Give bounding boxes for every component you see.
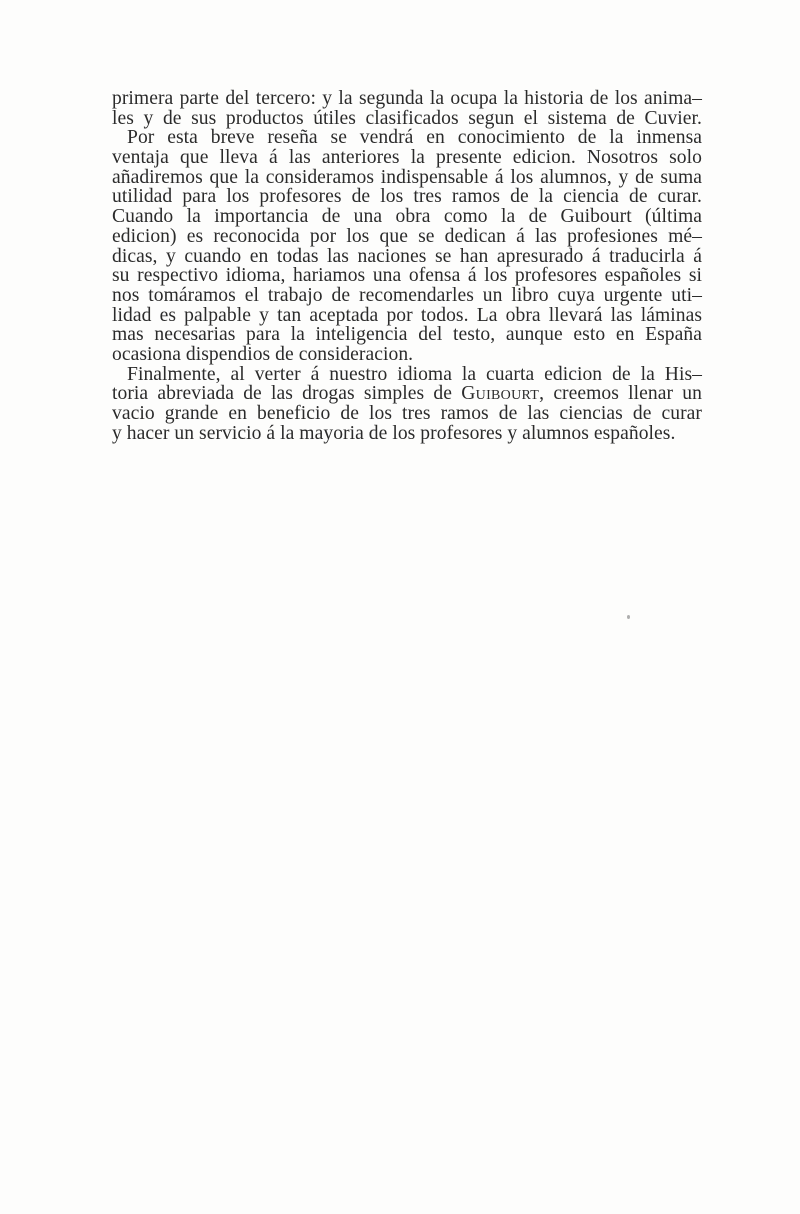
text-line: mas necesarias para la inteligencia del testo, aunque esto en España xyxy=(112,324,702,346)
text-line: edicion) es reconocida por los que se dedican á las profesiones mé– xyxy=(112,225,702,247)
paper-speck xyxy=(627,615,630,619)
text-line: dicas, y cuando en todas las naciones se han apresurado á traducirla á xyxy=(112,245,702,267)
text-line: nos tomáramos el trabajo de recomendarles un libro cuya urgente uti– xyxy=(112,284,702,306)
text-line xyxy=(112,365,702,385)
text-line: y hacer un servicio á la mayoria de los profesores y alumnos españoles. xyxy=(112,422,676,444)
text-line: ocasiona dispendios de consideracion. xyxy=(112,343,414,365)
text-line: lidad es palpable y tan aceptada por todos. La obra llevará las láminas xyxy=(112,304,702,326)
text-run: , creemos llenar un xyxy=(539,383,702,405)
text-line: utilidad para los profesores de los tres ramos de la ciencia de curar. xyxy=(112,186,702,208)
italic-title-end: toria abreviada de las drogas simples xyxy=(112,383,425,405)
text-line: vacio grande en beneficio de los tres ramos de las ciencias de curar xyxy=(112,403,702,424)
italic-title-start: His– xyxy=(664,363,702,385)
text-run: de xyxy=(424,383,462,405)
body-text xyxy=(112,89,702,443)
text-line: su respectivo idioma, hariamos una ofensa á los profesores españoles si xyxy=(112,265,702,287)
author-name: Guibourt xyxy=(461,383,540,405)
text-line: Cuando la importancia de una obra como la de Guibourt (última xyxy=(112,206,702,228)
text-line xyxy=(112,384,702,404)
text-line: primera parte del tercero: y la segunda la ocupa la historia de los anima– xyxy=(112,88,702,109)
text-line: añadiremos que la consideramos indispensable á los alumnos, y de suma xyxy=(112,166,702,188)
text-line: Por esta breve reseña se vendrá en conocimiento de la inmensa xyxy=(127,127,702,149)
text-line: les y de sus productos útiles clasificados segun el sistema de Cuvier. xyxy=(112,107,702,129)
text-run: Finalmente, al verter á nuestro idioma la cuarta edicion de la xyxy=(127,363,665,385)
text-line: ventaja que lleva á las anteriores la presente edicion. Nosotros solo xyxy=(112,147,702,169)
